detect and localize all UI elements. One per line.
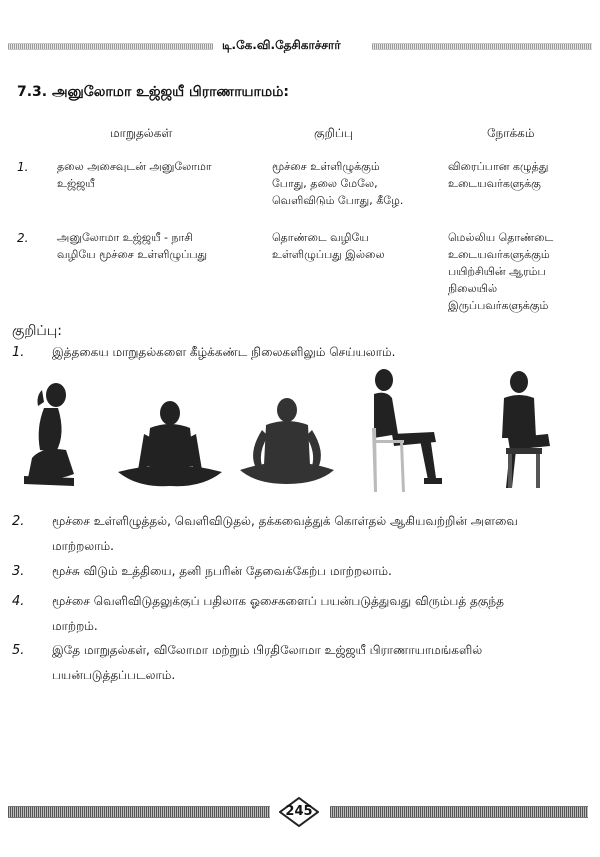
kneeling-pose-figure (24, 383, 74, 486)
table-row-number: 1. (17, 160, 29, 174)
page-number: 245 (285, 804, 313, 819)
seated-meditation-figure (240, 398, 334, 484)
section-number: 7.3. (17, 84, 48, 100)
column-header-purpose: நோக்கம் (487, 126, 535, 140)
note-item-text: இதே மாறுதல்கள், விலோமா மற்றும் பிரதிலோமா உஜ்ஜயீ பிராணாயாமங்களில் பயன்படுத்தப்படலாம். (52, 643, 483, 682)
stool-seated-figure (502, 371, 550, 488)
notes-heading: குறிப்பு: (12, 323, 62, 339)
author-name: டி.கே.வி.தேசிகாச்சார் (222, 38, 341, 52)
column-header-note: குறிப்பு (314, 126, 353, 140)
table-cell-purpose: விரைப்பான கழுத்து உடையவர்களுக்கு (448, 160, 549, 190)
table-row-number: 2. (17, 231, 29, 245)
header-rule-right (372, 43, 592, 50)
seated-cross-legged-figure (118, 401, 222, 486)
note-item-text: மூச்சை உள்ளிழுத்தல், வெளிவிடுதல், தக்கவைத்துக் கொள்தல் ஆகியவற்றின் அளவை மாற்றலாம். (52, 514, 518, 553)
note-item-number: 4. (12, 594, 25, 609)
page-footer (0, 797, 600, 827)
column-header-changes: மாறுதல்கள் (110, 126, 173, 140)
table-cell-change: தலை அசைவுடன் அனுலோமா உஜ்ஜயீ (57, 160, 212, 190)
table-cell-purpose: மெல்லிய தொண்டை உடையவர்களுக்கும் பயிற்சியின் ஆரம்ப நிலையில் இருப்பவர்களுக்கும் (448, 231, 554, 312)
note-item-number: 2. (12, 514, 25, 529)
table-cell-note: மூச்சை உள்ளிழுக்கும் போது, தலை மேலே, வெளிவிடும் போது, கீழே. (272, 160, 404, 207)
footer-rule-left (8, 806, 270, 818)
note-item-number: 3. (12, 564, 25, 579)
running-header (0, 38, 600, 54)
note-item-number: 1. (12, 345, 25, 360)
header-rule-left (8, 43, 213, 50)
chair-seated-figure (372, 369, 442, 492)
note-item-text: மூச்சு விடும் உத்தியை, தனி நபரின் தேவைக்கேற்ப மாற்றலாம். (52, 564, 392, 578)
pose-illustrations (12, 368, 590, 510)
note-item-text: இத்தகைய மாறுதல்களை கீழ்க்கண்ட நிலைகளிலும் செய்யலாம். (52, 345, 396, 359)
note-item-text: மூச்சை வெளிவிடுதலுக்குப் பதிலாக ஓசைகளைப் பயன்படுத்துவது விரும்பத் தகுந்த மாற்றம். (52, 594, 504, 633)
note-item-number: 5. (12, 643, 25, 658)
footer-rule-right (330, 806, 588, 818)
section-heading (17, 84, 289, 102)
table-cell-note: தொண்டை வழியே உள்ளிழுப்பது இல்லை (272, 231, 385, 261)
section-title: அனுலோமா உஜ்ஜயீ பிராணாயாமம்: (52, 84, 289, 100)
table-cell-change: அனுலோமா உஜ்ஜயீ - நாசி வழியே மூச்சை உள்ளிழுப்பது (57, 231, 208, 261)
